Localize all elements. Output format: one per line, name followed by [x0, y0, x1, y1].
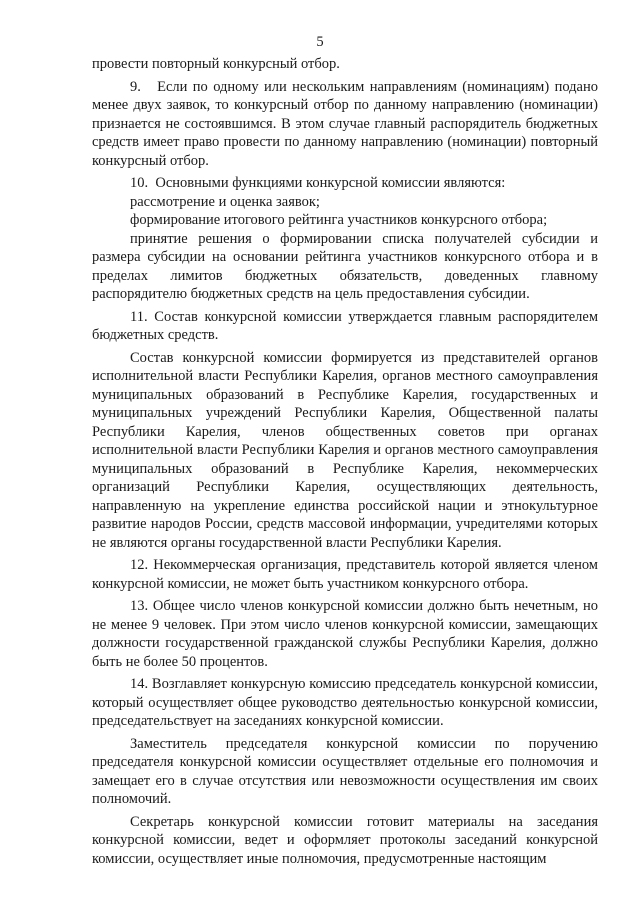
paragraph-function-review: рассмотрение и оценка заявок; [130, 193, 320, 210]
paragraph-item-11: 11. Состав конкурсной комиссии утверждается главным распорядителем бюджетных средств. [92, 308, 598, 343]
paragraph-continuation: провести повторный конкурсный отбор. [92, 56, 340, 72]
paragraph-item-14: 14. Возглавляет конкурсную комиссию председатель конкурсной комиссии, который осуществляет общее руководство деятельностью конкурсной комиссии, председательствует на заседаниях конкурсной комиссии. [92, 676, 598, 729]
document-body [92, 55, 598, 872]
paragraph-function-decision: принятие решения о формировании списка получателей субсидии и размера субсидии на основании рейтинга участников конкурсного отбора и в пределах лимитов бюджетных обязательств, доведенных главному распорядителю бюджетных средств на цель предоставления субсидии. [92, 230, 598, 302]
paragraph-deputy-chair: Заместитель председателя конкурсной комиссии по поручению председателя конкурсной комиссии осуществляет отдельные его полномочия и замещает его в случае отсутствия или невозможности осуществления им своих полномочий. [92, 735, 598, 807]
paragraph-commission-composition: Состав конкурсной комиссии формируется из представителей органов исполнительной власти Республики Карелия, органов местного самоуправления муниципальных образований в Республике Карелия, государственных и муниципальных учреждений Республики Карелия, Общественной палаты Республики Карелия, членов общественных советов при органах исполнительной власти Республики Карелия и органов местного самоуправления муниципальных образований в Республике Карелия, некоммерческих организаций Республики Карелия, осуществляющих деятельность, направленную на укрепление единства российской нации и этнокультурное развитие народов России, средств массовой информации, учредителями которых не являются органы государственной власти Республики Карелия. [92, 349, 598, 551]
paragraph-secretary: Секретарь конкурсной комиссии готовит материалы на заседания конкурсной комиссии, ведет и оформляет протоколы заседаний конкурсной комиссии, осуществляет иные полномочия, предусмотренные настоящим [92, 813, 598, 867]
paragraph-item-9: 9. Если по одному или нескольким направлениям (номинациям) подано менее двух заявок, то конкурсный отбор по данному направлению (номинации) признается не состоявшимся. В этом случае главный распорядитель бюджетных средств имеет право провести по данному направлению (номинации) повторный конкурсный отбор. [92, 78, 598, 169]
paragraph-item-10: 10. Основными функциями конкурсной комиссии являются: [130, 175, 506, 191]
page-number: 5 [316, 34, 324, 50]
paragraph-item-12: 12. Некоммерческая организация, представитель которой является членом конкурсной комиссии, не может быть участником конкурсного отбора. [92, 557, 598, 592]
paragraph-function-rating: формирование итогового рейтинга участников конкурсного отбора; [130, 212, 548, 228]
paragraph-item-13: 13. Общее число членов конкурсной комиссии должно быть нечетным, но не менее 9 человек. При этом число членов конкурсной комиссии, замещающих должности государственной гражданской службы Республики Карелия, должно быть не более 50 процентов. [92, 598, 598, 670]
